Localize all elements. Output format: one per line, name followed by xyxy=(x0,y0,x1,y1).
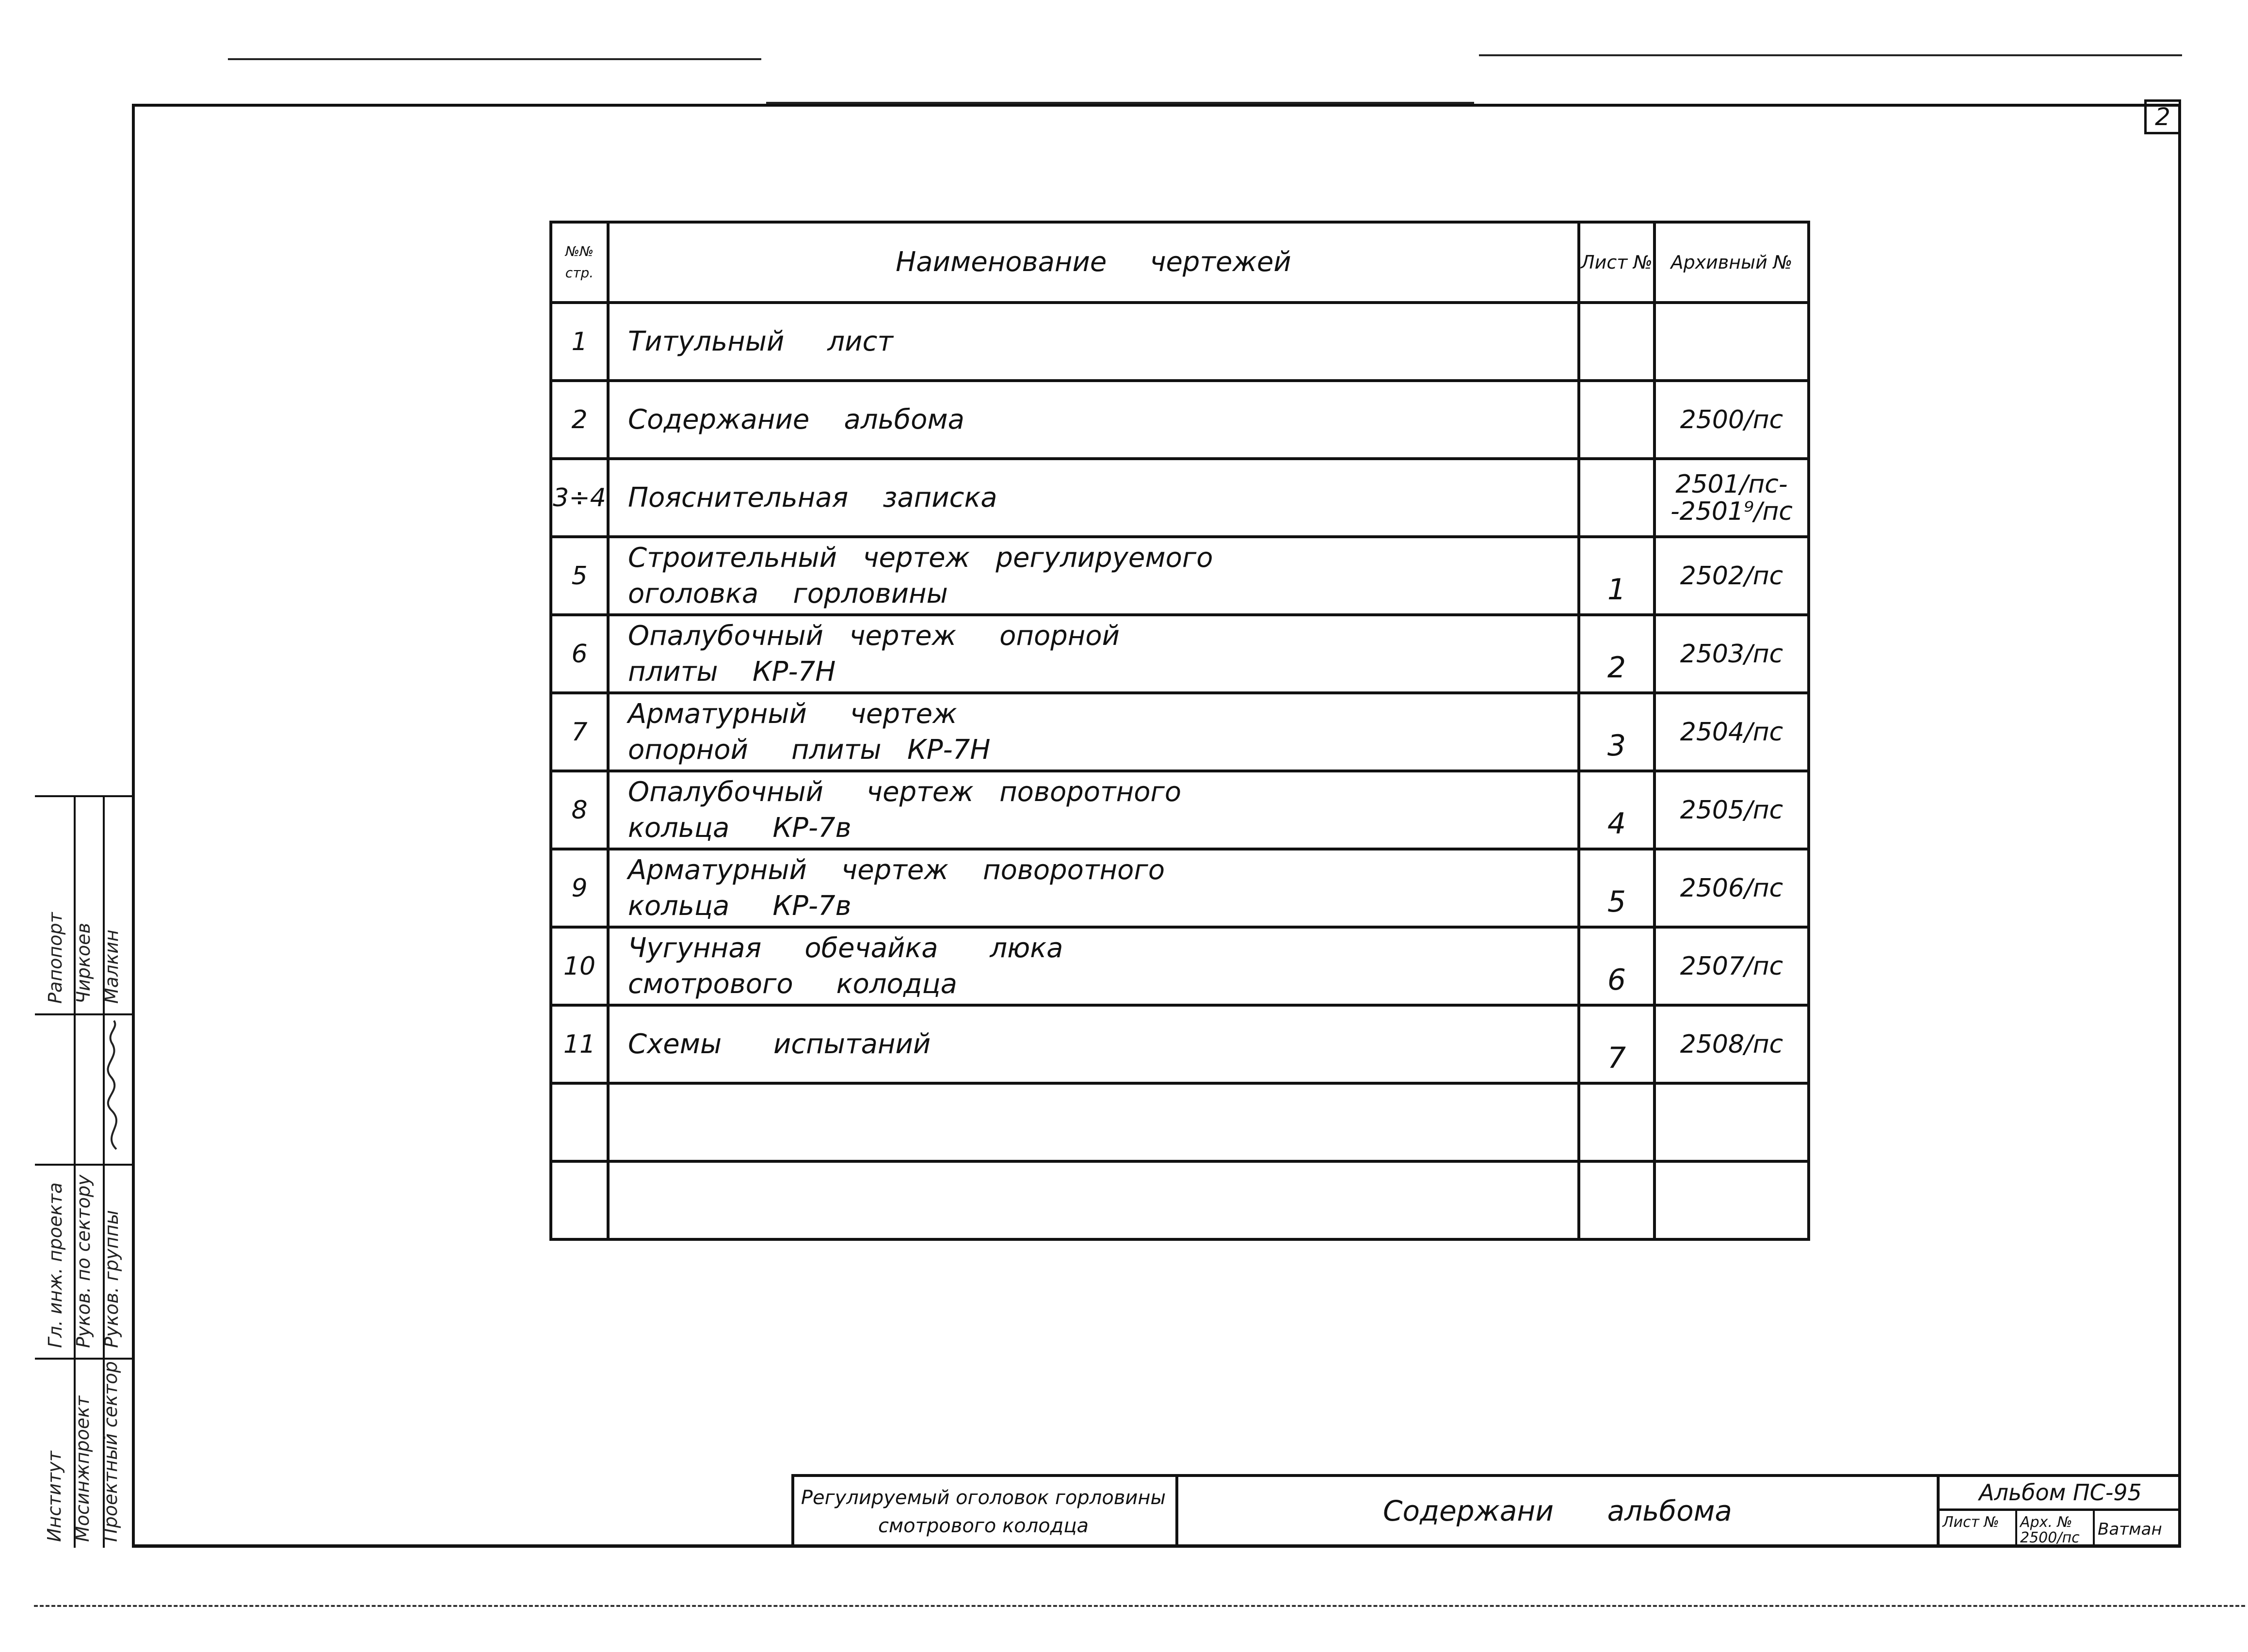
row-name xyxy=(608,849,1579,927)
header-page-no-line1: №№ xyxy=(565,243,594,259)
row-archive-no xyxy=(1654,615,1809,693)
table-row xyxy=(551,537,1809,615)
table-row xyxy=(551,303,1809,381)
row-page-no: 10 xyxy=(551,927,608,1005)
row-name-line: Опалубочный чертеж поворотного xyxy=(628,776,1182,808)
table-body xyxy=(551,303,1809,1239)
row-page-no: 11 xyxy=(551,1005,608,1083)
title-block-format: Ватман xyxy=(2098,1520,2162,1539)
row-sheet-no: 3 xyxy=(1579,693,1654,771)
stamp-rule-top xyxy=(35,795,132,797)
stamp-role-group-head: Руков. группы xyxy=(101,1210,122,1348)
header-sheet-no: Лист № xyxy=(1579,222,1654,303)
row-name-line: Строительный чертеж регулируемого xyxy=(628,542,1213,574)
row-name-line: Арматурный чертеж xyxy=(628,698,957,730)
row-archive-line: 2507/пс xyxy=(1680,951,1783,981)
row-archive-no xyxy=(1654,1161,1809,1239)
stamp-name-1: Рапопорт xyxy=(45,912,66,1004)
row-sheet-no: 6 xyxy=(1579,927,1654,1005)
project-line-2: смотрового колодца xyxy=(878,1515,1089,1537)
row-archive-line: 2500/пс xyxy=(1680,405,1783,434)
header-name: Наименование чертежей xyxy=(608,222,1579,303)
row-name xyxy=(608,537,1579,615)
row-name-line: Опалубочный чертеж опорной xyxy=(628,620,1120,652)
title-block-album: Альбом ПС-95 xyxy=(1940,1474,2181,1511)
stamp-name-3: Малкин xyxy=(101,930,122,1004)
row-page-no: 3÷4 xyxy=(551,459,608,537)
row-page-no: 2 xyxy=(551,381,608,459)
stamp-name-2: Чиркоев xyxy=(73,923,94,1004)
row-name xyxy=(608,615,1579,693)
row-archive-no xyxy=(1654,381,1809,459)
row-sheet-no xyxy=(1579,381,1654,459)
row-name-line: опорной плиты КР-7Н xyxy=(628,734,991,766)
row-name-line: плиты КР-7Н xyxy=(628,656,836,688)
header-archive-no: Архивный № xyxy=(1654,222,1809,303)
title-block-sheet-label: Лист № xyxy=(1940,1511,2017,1548)
top-rule-right xyxy=(1479,54,2182,56)
row-name xyxy=(608,1083,1579,1161)
row-name-line: смотрового колодца xyxy=(628,968,957,1000)
row-archive-no xyxy=(1654,1083,1809,1161)
row-name-line: оголовка горловины xyxy=(628,577,948,609)
table-row xyxy=(551,615,1809,693)
top-rule-left xyxy=(228,58,761,60)
row-name xyxy=(608,459,1579,537)
table-row xyxy=(551,849,1809,927)
row-sheet-no: 4 xyxy=(1579,771,1654,849)
row-archive-line: 2506/пс xyxy=(1680,873,1783,903)
table-row xyxy=(551,771,1809,849)
contents-table xyxy=(549,221,1810,1241)
row-archive-no xyxy=(1654,927,1809,1005)
row-sheet-no: 1 xyxy=(1579,537,1654,615)
row-name-line: Пояснительная записка xyxy=(628,481,997,513)
table-row xyxy=(551,1083,1809,1161)
row-name xyxy=(608,1005,1579,1083)
bottom-dashed-rule xyxy=(34,1605,2245,1607)
stamp-rule-mid-1 xyxy=(35,1013,132,1015)
row-archive-no xyxy=(1654,771,1809,849)
row-name-line: Схемы испытаний xyxy=(628,1028,931,1060)
row-name-line: кольца КР-7в xyxy=(628,890,851,922)
row-archive-line: 2501/пс- xyxy=(1675,469,1788,499)
header-page-no-line2: стр. xyxy=(565,265,594,281)
row-name xyxy=(608,693,1579,771)
row-sheet-no xyxy=(1579,303,1654,381)
row-sheet-no: 7 xyxy=(1579,1005,1654,1083)
row-sheet-no xyxy=(1579,1161,1654,1239)
row-name xyxy=(608,927,1579,1005)
row-name xyxy=(608,1161,1579,1239)
row-name-line: Титульный лист xyxy=(628,325,893,357)
table-row xyxy=(551,1161,1809,1239)
archive-value: 2500/пс xyxy=(2020,1529,2080,1546)
title-block-title: Содержани альбома xyxy=(1178,1474,1940,1548)
row-sheet-no xyxy=(1579,1083,1654,1161)
row-archive-line: 2502/пс xyxy=(1680,561,1783,591)
row-archive-line: 2505/пс xyxy=(1680,795,1783,825)
stamp-rule-mid-2 xyxy=(35,1164,132,1166)
row-sheet-no xyxy=(1579,459,1654,537)
row-name xyxy=(608,771,1579,849)
row-page-no xyxy=(551,1161,608,1239)
title-block-project xyxy=(791,1474,1178,1548)
title-block-archive xyxy=(2017,1511,2095,1548)
row-page-no: 6 xyxy=(551,615,608,693)
archive-label: Арх. № xyxy=(2020,1514,2072,1531)
row-archive-line: 2504/пс xyxy=(1680,717,1783,747)
stamp-role-chief: Гл. инж. проекта xyxy=(45,1182,66,1348)
row-page-no xyxy=(551,1083,608,1161)
project-line-1: Регулируемый оголовок горловины xyxy=(801,1487,1166,1509)
stamp-organization: Мосинжпроект xyxy=(72,1395,93,1542)
row-name-line: Арматурный чертеж поворотного xyxy=(628,854,1165,886)
row-archive-no xyxy=(1654,303,1809,381)
row-archive-no xyxy=(1654,1005,1809,1083)
row-page-no: 1 xyxy=(551,303,608,381)
row-name-line: кольца КР-7в xyxy=(628,812,851,844)
stamp-sector: Проектный сектор xyxy=(100,1361,121,1542)
table-row xyxy=(551,693,1809,771)
row-name-line: Чугунная обечайка люка xyxy=(628,932,1063,964)
row-page-no: 5 xyxy=(551,537,608,615)
row-archive-no xyxy=(1654,849,1809,927)
header-page-no xyxy=(551,222,608,303)
row-sheet-no: 2 xyxy=(1579,615,1654,693)
page-number: 2 xyxy=(2144,99,2181,134)
row-archive-line: 2508/пс xyxy=(1680,1029,1783,1059)
row-name xyxy=(608,381,1579,459)
table-row xyxy=(551,1005,1809,1083)
table-row xyxy=(551,927,1809,1005)
row-page-no: 7 xyxy=(551,693,608,771)
row-archive-no xyxy=(1654,693,1809,771)
table-row xyxy=(551,381,1809,459)
stamp-signature-icon xyxy=(97,1018,131,1154)
row-sheet-no: 5 xyxy=(1579,849,1654,927)
table-row xyxy=(551,459,1809,537)
row-archive-line: 2503/пс xyxy=(1680,639,1783,669)
row-name-line: Содержание альбома xyxy=(628,403,964,435)
row-archive-no xyxy=(1654,459,1809,537)
stamp-rule-mid-3 xyxy=(35,1358,132,1360)
row-archive-no xyxy=(1654,537,1809,615)
row-page-no: 8 xyxy=(551,771,608,849)
row-archive-line: -2501⁹/пс xyxy=(1670,497,1793,526)
table-header-row xyxy=(551,222,1809,303)
row-name xyxy=(608,303,1579,381)
row-page-no: 9 xyxy=(551,849,608,927)
stamp-institute: Институт xyxy=(44,1451,65,1542)
stamp-role-sector-head: Руков. по сектору xyxy=(73,1174,94,1348)
